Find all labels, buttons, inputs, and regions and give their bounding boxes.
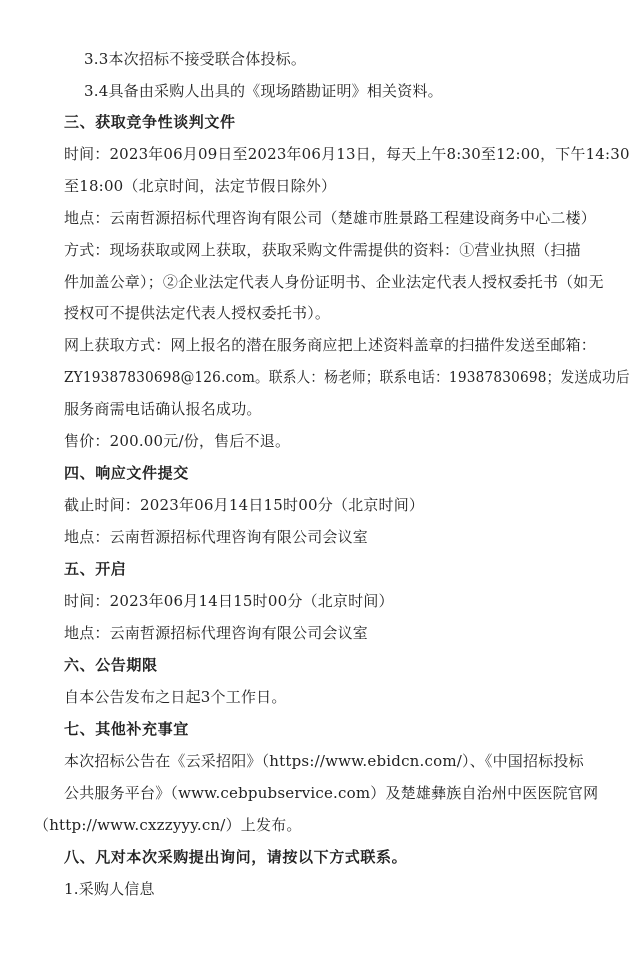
supplement-line-1: 本次招标公告在《云采招阳》（https://www.ebidcn.com/）、《中国招标投标: [64, 752, 584, 770]
section-8-heading: 八、凡对本次采购提出询问，请按以下方式联系。: [64, 848, 408, 866]
section-4-heading: 四、响应文件提交: [64, 464, 189, 482]
section-5-heading: 五、开启: [64, 560, 127, 578]
deadline-place: 地点：云南哲源招标代理咨询有限公司会议室: [64, 528, 369, 546]
online-method-line-2: ZY19387830698@126.com。联系人：杨老师；联系电话：19387830698；发送成功后: [64, 368, 630, 386]
clause-3-3: 3.3本次招标不接受联合体投标。: [84, 50, 307, 68]
notice-period: 自本公告发布之日起3个工作日。: [64, 688, 287, 706]
acquire-method-line-2: 件加盖公章）；②企业法定代表人身份证明书、企业法定代表人授权委托书（如无: [64, 273, 604, 291]
section-6-heading: 六、公告期限: [64, 656, 158, 674]
section-7-heading: 七、其他补充事宜: [64, 720, 189, 738]
online-method-line-3: 服务商需电话确认报名成功。: [64, 400, 262, 418]
purchaser-info-label: 1.采购人信息: [64, 880, 155, 898]
opening-place: 地点：云南哲源招标代理咨询有限公司会议室: [64, 624, 369, 642]
clause-3-4: 3.4具备由采购人出具的《现场踏勘证明》相关资料。: [84, 82, 443, 100]
online-method-line-1: 网上获取方式：网上报名的潜在服务商应把上述资料盖章的扫描件发送至邮箱：: [64, 336, 597, 354]
acquire-place: 地点：云南哲源招标代理咨询有限公司（楚雄市胜景路工程建设商务中心二楼）: [64, 209, 597, 227]
deadline-time: 截止时间：2023年06月14日15时00分（北京时间）: [64, 496, 425, 514]
acquire-time-line-2: 至18:00（北京时间，法定节假日除外）: [64, 177, 337, 195]
acquire-time-line-1: 时间：2023年06月09日至2023年06月13日，每天上午8:30至12:00，下午14:30: [64, 145, 630, 163]
acquire-method-line-1: 方式：现场获取或网上获取，获取采购文件需提供的资料：①营业执照（扫描: [64, 241, 581, 259]
price-line: 售价：200.00元/份，售后不退。: [64, 432, 291, 450]
opening-time: 时间：2023年06月14日15时00分（北京时间）: [64, 592, 394, 610]
supplement-line-2: 公共服务平台》（www.cebpubservice.com）及楚雄彝族自治州中医医院官网: [64, 784, 599, 802]
section-3-heading: 三、获取竞争性谈判文件: [64, 113, 236, 131]
supplement-line-3: （http://www.cxzzyyy.cn/）上发布。: [34, 816, 302, 834]
acquire-method-line-3: 授权可不提供法定代表人授权委托书）。: [64, 304, 331, 322]
